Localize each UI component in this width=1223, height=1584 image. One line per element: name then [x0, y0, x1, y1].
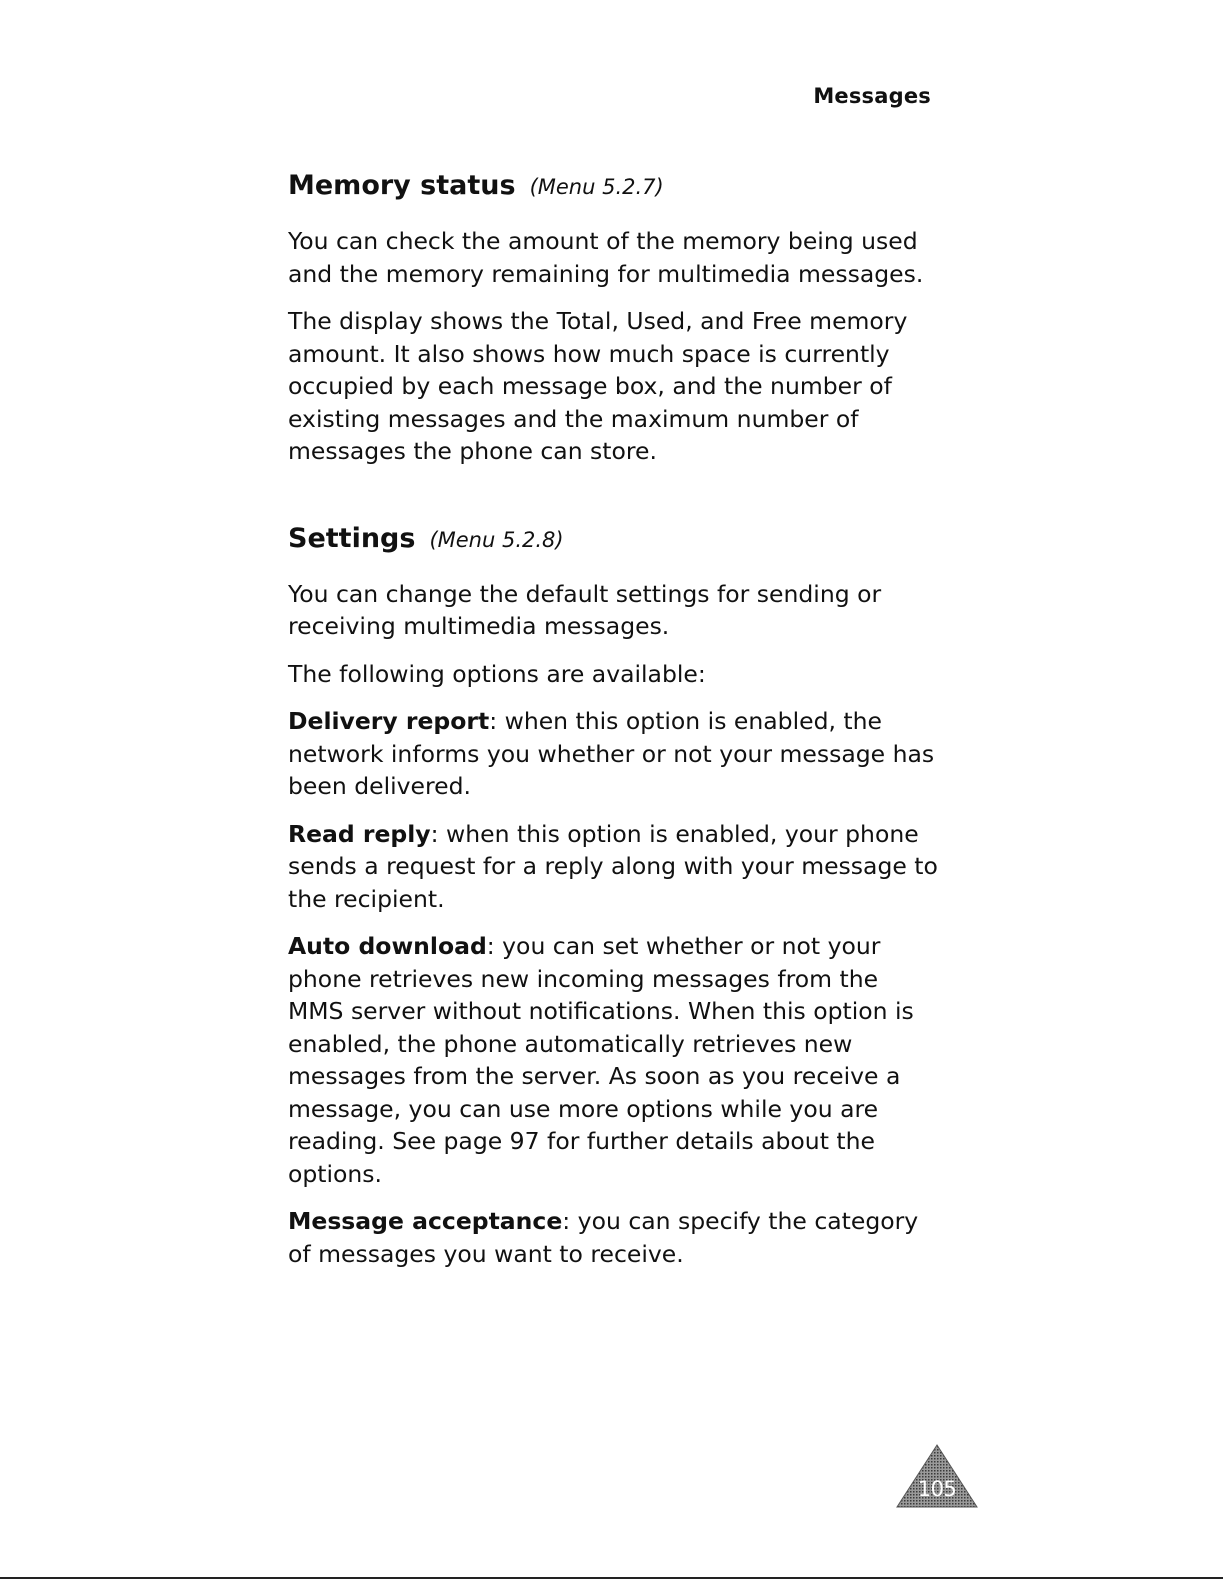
- option-term: Message acceptance: [288, 1207, 563, 1235]
- option-message-acceptance: [288, 1205, 938, 1270]
- memory-status-menu-ref: (Menu 5.2.7): [529, 175, 664, 199]
- settings-heading: [288, 519, 938, 560]
- memory-status-paragraph-2: The display shows the Total, Used, and Free memory amount. It also shows how much space is currently occupied by each message box, and the number of existing messages and the maximum number of messages the phone can store.: [288, 307, 908, 465]
- option-term: Auto download: [288, 932, 487, 960]
- option-read-reply: [288, 818, 938, 916]
- running-header: Messages: [813, 84, 931, 108]
- option-auto-download: [288, 930, 938, 1190]
- option-delivery-report: [288, 705, 938, 803]
- option-term: Read reply: [288, 819, 431, 848]
- page-number: 105: [917, 1477, 957, 1501]
- section-spacer: [288, 483, 938, 519]
- memory-status-paragraph-1: You can check the amount of the memory being used and the memory remaining for multimedia messages.: [288, 227, 924, 288]
- option-description: : you can specify the category of messages you want to receive.: [288, 1207, 919, 1268]
- memory-status-title: Memory status: [288, 170, 516, 201]
- settings-intro: You can change the default settings for sending or receiving multimedia messages.: [288, 579, 882, 640]
- page-number-badge: [895, 1443, 979, 1509]
- option-term: Delivery report: [288, 707, 490, 735]
- page-content: [288, 166, 938, 1285]
- option-description: : when this option is enabled, your phone sends a request for a reply along with your message to the recipient.: [288, 819, 938, 913]
- option-description: : you can set whether or not your phone retrieves new incoming messages from the MMS server without notifications. When this option is enabled, the phone automatically retrieves new messages from the server. As soon as you receive a message, you can use more options while you are reading. See page 97 for further details about the options.: [288, 932, 914, 1188]
- memory-status-heading: [288, 166, 938, 207]
- settings-title: Settings: [288, 522, 416, 554]
- bottom-rule: [0, 1577, 1223, 1579]
- option-description: : when this option is enabled, the network informs you whether or not your message has been delivered.: [288, 707, 935, 800]
- settings-options-lead: The following options are available:: [288, 659, 706, 688]
- settings-menu-ref: (Menu 5.2.8): [429, 527, 564, 552]
